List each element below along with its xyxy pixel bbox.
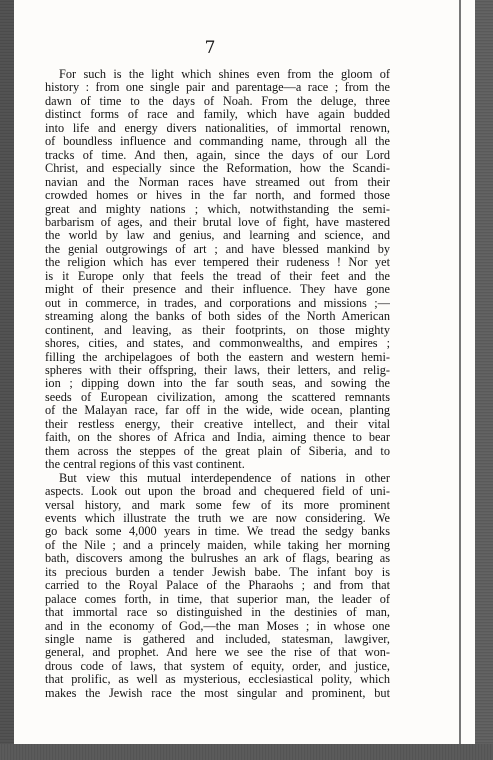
- text-line: For such is the light which shines even from the gloom of: [59, 68, 390, 81]
- text-line: the genial outgrowings of art ; and have blessed mankind by: [45, 242, 390, 256]
- text-line: tracks of time. And then, again, since the days of our Lord: [45, 148, 390, 162]
- text-line: is it Europe only that feels the tread of their feet and the: [45, 269, 390, 283]
- text-line: that prolific, as well as mysterious, ecclesiastical polity, which: [45, 673, 390, 687]
- text-line: the central regions of this vast continent.: [45, 458, 245, 472]
- scan-edge-right: [475, 0, 493, 760]
- text-line: the world by law and genius, and learning and science, and: [45, 229, 390, 243]
- text-line: streaming along the banks of both sides of the North American: [45, 310, 390, 324]
- text-line: into life and energy divers nationalities, of immortal renown,: [45, 121, 390, 135]
- scan-edge-bottom: [0, 744, 493, 760]
- text-line: versal history, and mark some few of its more prominent: [45, 498, 390, 512]
- text-line: history : from one single pair and parentage—a race ; from the: [45, 81, 390, 95]
- text-line: makes the Jewish race the most singular and prominent, but: [45, 686, 390, 700]
- text-line: carried to the Royal Palace of the Pharaohs ; and from that: [45, 579, 390, 593]
- text-line: aspects. Look out upon the broad and chequered field of uni-: [45, 485, 390, 499]
- text-line: dawn of time to the days of Noah. From the deluge, three: [45, 94, 390, 108]
- text-line: their restless energy, their creative intellect, and their vital: [45, 417, 390, 431]
- text-line: them across the steppes of the great plain of Siberia, and to: [45, 444, 390, 458]
- text-line: faith, on the shores of Africa and India, aiming thence to bear: [45, 431, 390, 445]
- text-line: filling the archipelagoes of both the eastern and western hemi-: [45, 350, 390, 364]
- text-line: distinct forms of race and family, which have again budded: [45, 108, 390, 122]
- text-line: single name is gathered and included, statesman, lawgiver,: [45, 633, 390, 647]
- text-line: But view this mutual interdependence of nations in other: [59, 471, 390, 485]
- text-line: the religion which has ever tempered their rudeness ! Nor yet: [45, 256, 390, 270]
- text-line: general, and prophet. And here we see the rise of that won-: [45, 646, 390, 660]
- text-line: that immortal race so distinguished in the destinies of man,: [45, 606, 390, 620]
- text-line: barbarism of ages, and their brutal love of fight, have mastered: [45, 215, 390, 229]
- text-line: drous code of laws, that system of equity, order, and justice,: [45, 659, 390, 673]
- text-line: go back some 4,000 years in time. We tread the sedgy banks: [45, 525, 390, 539]
- paragraph: [45, 472, 390, 701]
- text-line: of boundless influence and commanding name, through all the: [45, 135, 390, 149]
- text-line: might of their presence and their influence. They have gone: [45, 283, 390, 297]
- text-line: ion ; dipping down into the far south seas, and sowing the: [45, 377, 390, 391]
- text-line: bath, discovers among the bulrushes an ark of flags, bearing as: [45, 552, 390, 566]
- text-line: and in the economy of God,—the man Moses ; in whose one: [45, 619, 390, 633]
- text-line: navian and the Norman races have streamed out from their: [45, 175, 390, 189]
- text-line: continent, and leaving, as their footprints, on those mighty: [45, 323, 390, 337]
- text-line: out in commerce, in trades, and corporations and missions ;—: [45, 296, 390, 310]
- text-line: its precious burden a tender Jewish babe. The infant boy is: [45, 565, 390, 579]
- text-line: shores, cities, and states, and commonwealths, and empires ;: [45, 337, 390, 351]
- text-line: crowded homes or hives in the far north, and formed those: [45, 189, 390, 203]
- text-line: events which illustrate the truth we are now considering. We: [45, 511, 390, 525]
- body-text: [45, 68, 390, 700]
- text-line: Christ, and especially since the Reformation, how the Scandi-: [45, 162, 390, 176]
- text-line: palace comes forth, in time, that superior man, the leader of: [45, 592, 390, 606]
- text-line: spheres with their offspring, their laws, their letters, and relig-: [45, 363, 390, 377]
- scan-binding-line: [459, 0, 461, 760]
- text-line: of the Nile ; and a princely maiden, while taking her morning: [45, 538, 390, 552]
- text-line: seeds of European civilization, among the scattered remnants: [45, 390, 390, 404]
- paragraph: [45, 68, 390, 472]
- page-number: 7: [204, 38, 216, 58]
- scan-edge-left: [0, 0, 14, 760]
- text-line: great and mighty nations ; which, notwithstanding the semi-: [45, 202, 390, 216]
- text-line: of the Malayan race, far off in the wide, wide ocean, planting: [45, 404, 390, 418]
